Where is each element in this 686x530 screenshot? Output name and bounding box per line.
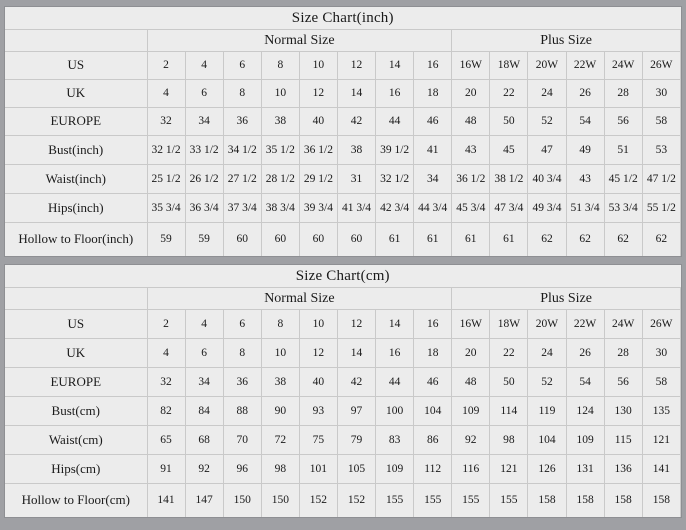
cell: 61 — [376, 223, 414, 257]
cell: 4 — [147, 80, 185, 108]
cell: 16 — [376, 80, 414, 108]
cell: 22W — [566, 52, 604, 80]
cell: 50 — [490, 368, 528, 397]
cell: 22W — [566, 310, 604, 339]
cell: 158 — [566, 484, 604, 518]
cell: 31 — [337, 165, 375, 194]
cell: 158 — [604, 484, 642, 518]
cell: 47 — [528, 136, 566, 165]
chart-title-row — [5, 265, 681, 288]
cell: 29 1/2 — [299, 165, 337, 194]
cell: 90 — [261, 397, 299, 426]
cell: 116 — [452, 455, 490, 484]
cell: 59 — [185, 223, 223, 257]
cell: 109 — [376, 455, 414, 484]
cell: 58 — [642, 368, 680, 397]
cell: 18W — [490, 52, 528, 80]
cell: 121 — [642, 426, 680, 455]
cell: 26 — [566, 80, 604, 108]
table-row — [5, 52, 681, 80]
cell: 104 — [414, 397, 452, 426]
cell: 62 — [566, 223, 604, 257]
cell: 49 3/4 — [528, 194, 566, 223]
cell: 36 3/4 — [185, 194, 223, 223]
row-label: Waist(cm) — [5, 426, 147, 455]
cell: 112 — [414, 455, 452, 484]
cell: 12 — [299, 339, 337, 368]
cell: 92 — [185, 455, 223, 484]
cell: 24W — [604, 310, 642, 339]
cell: 68 — [185, 426, 223, 455]
cell: 82 — [147, 397, 185, 426]
cell: 32 1/2 — [376, 165, 414, 194]
cell: 52 — [528, 108, 566, 136]
cell: 48 — [452, 108, 490, 136]
cell: 115 — [604, 426, 642, 455]
cell: 12 — [299, 80, 337, 108]
cell: 20 — [452, 339, 490, 368]
cell: 38 1/2 — [490, 165, 528, 194]
cell: 22 — [490, 339, 528, 368]
cell: 43 — [452, 136, 490, 165]
cell: 141 — [642, 455, 680, 484]
cell: 45 1/2 — [604, 165, 642, 194]
cell: 86 — [414, 426, 452, 455]
group-plus-size: Plus Size — [452, 30, 681, 52]
table-row — [5, 194, 681, 223]
cell: 2 — [147, 310, 185, 339]
cell: 8 — [223, 339, 261, 368]
cell: 109 — [452, 397, 490, 426]
cell: 54 — [566, 368, 604, 397]
cell: 52 — [528, 368, 566, 397]
cell: 72 — [261, 426, 299, 455]
cell: 136 — [604, 455, 642, 484]
cell: 35 1/2 — [261, 136, 299, 165]
cell: 54 — [566, 108, 604, 136]
cell: 24 — [528, 339, 566, 368]
cell: 24W — [604, 52, 642, 80]
cell: 10 — [299, 52, 337, 80]
cell: 28 — [604, 339, 642, 368]
cell: 100 — [376, 397, 414, 426]
cell: 70 — [223, 426, 261, 455]
cell: 6 — [223, 52, 261, 80]
row-label: US — [5, 52, 147, 80]
row-label: Bust(inch) — [5, 136, 147, 165]
cell: 10 — [261, 80, 299, 108]
cell: 79 — [337, 426, 375, 455]
cell: 109 — [566, 426, 604, 455]
cell: 155 — [376, 484, 414, 518]
cell: 124 — [566, 397, 604, 426]
table-row — [5, 136, 681, 165]
cell: 16 — [376, 339, 414, 368]
cell: 39 1/2 — [376, 136, 414, 165]
cell: 65 — [147, 426, 185, 455]
cell: 60 — [337, 223, 375, 257]
cell: 34 — [414, 165, 452, 194]
cell: 32 — [147, 108, 185, 136]
cell: 61 — [490, 223, 528, 257]
cell: 37 3/4 — [223, 194, 261, 223]
cell: 16 — [414, 52, 452, 80]
cell: 6 — [185, 80, 223, 108]
table-row — [5, 426, 681, 455]
table-row — [5, 484, 681, 518]
cell: 121 — [490, 455, 528, 484]
cell: 34 — [185, 368, 223, 397]
cell: 16W — [452, 310, 490, 339]
cell: 155 — [452, 484, 490, 518]
cell: 38 — [261, 108, 299, 136]
cell: 150 — [261, 484, 299, 518]
row-label: UK — [5, 80, 147, 108]
cell: 131 — [566, 455, 604, 484]
cell: 45 — [490, 136, 528, 165]
size-chart-inch — [4, 6, 682, 257]
cell: 147 — [185, 484, 223, 518]
cell: 97 — [337, 397, 375, 426]
table-row — [5, 80, 681, 108]
size-chart-inch-table — [5, 7, 681, 256]
cell: 53 3/4 — [604, 194, 642, 223]
cell: 58 — [642, 108, 680, 136]
cell: 44 3/4 — [414, 194, 452, 223]
cell: 6 — [185, 339, 223, 368]
table-row — [5, 455, 681, 484]
cell: 8 — [261, 310, 299, 339]
cell: 20W — [528, 310, 566, 339]
row-label: Bust(cm) — [5, 397, 147, 426]
cell: 14 — [376, 52, 414, 80]
table-row — [5, 223, 681, 257]
cell: 10 — [299, 310, 337, 339]
cell: 36 1/2 — [299, 136, 337, 165]
cell: 60 — [261, 223, 299, 257]
cell: 104 — [528, 426, 566, 455]
group-plus-size: Plus Size — [452, 288, 681, 310]
cell: 126 — [528, 455, 566, 484]
cell: 8 — [261, 52, 299, 80]
cell: 16 — [414, 310, 452, 339]
cell: 43 — [566, 165, 604, 194]
cell: 12 — [337, 310, 375, 339]
group-row-spacer — [5, 30, 147, 52]
cell: 33 1/2 — [185, 136, 223, 165]
cell: 27 1/2 — [223, 165, 261, 194]
cell: 8 — [223, 80, 261, 108]
cell: 41 3/4 — [337, 194, 375, 223]
cell: 18 — [414, 80, 452, 108]
row-label: EUROPE — [5, 108, 147, 136]
size-chart-cm — [4, 264, 682, 518]
cell: 32 1/2 — [147, 136, 185, 165]
cell: 14 — [337, 80, 375, 108]
row-label: Hips(inch) — [5, 194, 147, 223]
cell: 45 3/4 — [452, 194, 490, 223]
table-row — [5, 165, 681, 194]
row-label: Hips(cm) — [5, 455, 147, 484]
cell: 42 — [337, 108, 375, 136]
cell: 53 — [642, 136, 680, 165]
cell: 62 — [604, 223, 642, 257]
cell: 92 — [452, 426, 490, 455]
cell: 6 — [223, 310, 261, 339]
cell: 61 — [452, 223, 490, 257]
cell: 28 1/2 — [261, 165, 299, 194]
cell: 135 — [642, 397, 680, 426]
cell: 47 3/4 — [490, 194, 528, 223]
cell: 75 — [299, 426, 337, 455]
cell: 25 1/2 — [147, 165, 185, 194]
chart-group-row — [5, 288, 681, 310]
cell: 2 — [147, 52, 185, 80]
table-row — [5, 397, 681, 426]
cell: 105 — [337, 455, 375, 484]
cell: 4 — [147, 339, 185, 368]
cell: 119 — [528, 397, 566, 426]
cell: 155 — [490, 484, 528, 518]
cell: 46 — [414, 368, 452, 397]
cell: 14 — [337, 339, 375, 368]
cell: 42 — [337, 368, 375, 397]
cell: 88 — [223, 397, 261, 426]
group-row-spacer — [5, 288, 147, 310]
cell: 26 — [566, 339, 604, 368]
cell: 18 — [414, 339, 452, 368]
cell: 152 — [337, 484, 375, 518]
cell: 44 — [376, 368, 414, 397]
row-label: EUROPE — [5, 368, 147, 397]
cell: 59 — [147, 223, 185, 257]
cell: 44 — [376, 108, 414, 136]
cell: 83 — [376, 426, 414, 455]
cell: 130 — [604, 397, 642, 426]
cell: 155 — [414, 484, 452, 518]
cell: 93 — [299, 397, 337, 426]
cell: 40 — [299, 108, 337, 136]
cell: 51 — [604, 136, 642, 165]
cell: 36 — [223, 108, 261, 136]
cell: 41 — [414, 136, 452, 165]
cell: 38 — [337, 136, 375, 165]
cell: 30 — [642, 339, 680, 368]
cell: 47 1/2 — [642, 165, 680, 194]
cell: 60 — [223, 223, 261, 257]
chart-title-row — [5, 7, 681, 30]
cell: 20W — [528, 52, 566, 80]
cell: 4 — [185, 310, 223, 339]
cell: 20 — [452, 80, 490, 108]
cell: 84 — [185, 397, 223, 426]
cell: 34 — [185, 108, 223, 136]
cell: 36 — [223, 368, 261, 397]
row-label: Hollow to Floor(inch) — [5, 223, 147, 257]
cell: 40 3/4 — [528, 165, 566, 194]
cell: 98 — [490, 426, 528, 455]
row-label: US — [5, 310, 147, 339]
table-row — [5, 368, 681, 397]
cell: 91 — [147, 455, 185, 484]
cell: 28 — [604, 80, 642, 108]
size-chart-cm-table — [5, 265, 681, 517]
cell: 114 — [490, 397, 528, 426]
cell: 51 3/4 — [566, 194, 604, 223]
chart-group-row — [5, 30, 681, 52]
cell: 42 3/4 — [376, 194, 414, 223]
group-normal-size: Normal Size — [147, 288, 452, 310]
cell: 56 — [604, 108, 642, 136]
group-normal-size: Normal Size — [147, 30, 452, 52]
cell: 14 — [376, 310, 414, 339]
cell: 61 — [414, 223, 452, 257]
cell: 26W — [642, 310, 680, 339]
cell: 60 — [299, 223, 337, 257]
cell: 62 — [528, 223, 566, 257]
cell: 96 — [223, 455, 261, 484]
cell: 40 — [299, 368, 337, 397]
cell: 158 — [528, 484, 566, 518]
cell: 38 — [261, 368, 299, 397]
cell: 48 — [452, 368, 490, 397]
cell: 62 — [642, 223, 680, 257]
cell: 36 1/2 — [452, 165, 490, 194]
cell: 158 — [642, 484, 680, 518]
cell: 22 — [490, 80, 528, 108]
cell: 34 1/2 — [223, 136, 261, 165]
cell: 30 — [642, 80, 680, 108]
cell: 46 — [414, 108, 452, 136]
row-label: Hollow to Floor(cm) — [5, 484, 147, 518]
cell: 38 3/4 — [261, 194, 299, 223]
cell: 26W — [642, 52, 680, 80]
cell: 39 3/4 — [299, 194, 337, 223]
cell: 35 3/4 — [147, 194, 185, 223]
cell: 55 1/2 — [642, 194, 680, 223]
chart-title: Size Chart(cm) — [5, 265, 681, 288]
row-label: UK — [5, 339, 147, 368]
cell: 56 — [604, 368, 642, 397]
cell: 98 — [261, 455, 299, 484]
chart-title: Size Chart(inch) — [5, 7, 681, 30]
cell: 16W — [452, 52, 490, 80]
table-row — [5, 108, 681, 136]
cell: 141 — [147, 484, 185, 518]
cell: 50 — [490, 108, 528, 136]
cell: 4 — [185, 52, 223, 80]
cell: 152 — [299, 484, 337, 518]
cell: 32 — [147, 368, 185, 397]
row-label: Waist(inch) — [5, 165, 147, 194]
cell: 18W — [490, 310, 528, 339]
table-row — [5, 339, 681, 368]
table-row — [5, 310, 681, 339]
cell: 150 — [223, 484, 261, 518]
cell: 10 — [261, 339, 299, 368]
cell: 49 — [566, 136, 604, 165]
cell: 24 — [528, 80, 566, 108]
cell: 26 1/2 — [185, 165, 223, 194]
cell: 12 — [337, 52, 375, 80]
cell: 101 — [299, 455, 337, 484]
